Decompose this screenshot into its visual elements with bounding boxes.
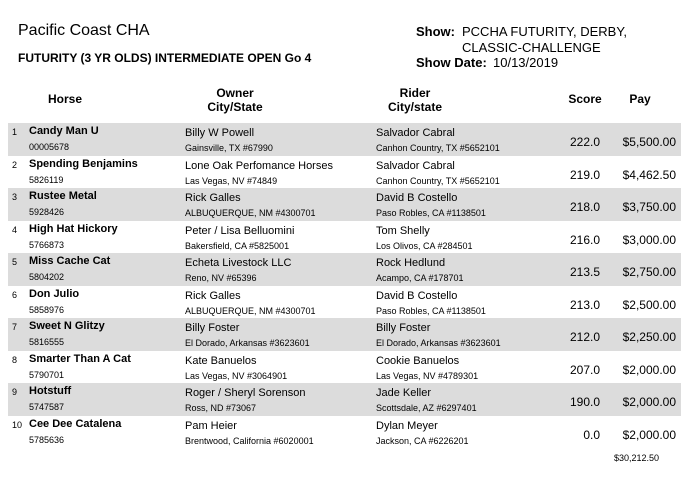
score-value: 222.0: [569, 135, 600, 149]
rank-number: 7: [12, 322, 18, 332]
rider-name: David B Costello: [376, 192, 458, 204]
rider-name: Tom Shelly: [376, 224, 430, 237]
rider-name: Salvador Cabral: [376, 159, 455, 172]
table-row: [8, 188, 681, 221]
rider-name: Cookie Banuelos: [376, 354, 460, 367]
owner-name: Echeta Livestock LLC: [185, 257, 292, 269]
owner-location: Gainsville, TX #67990: [185, 143, 273, 153]
show-date-value: 10/13/2019: [493, 55, 559, 70]
show-date-label: Show Date:: [416, 55, 487, 70]
registration-number: 00005678: [29, 142, 70, 152]
score-value: 216.0: [569, 232, 600, 247]
horse-name: Miss Cache Cat: [29, 255, 111, 267]
owner-location: Reno, NV #65396: [185, 273, 257, 283]
score-header-label: Score: [568, 92, 602, 106]
owner-name: Peter / Lisa Belluomini: [185, 224, 295, 237]
owner-location: ALBUQUERQUE, NM #4300701: [185, 305, 316, 316]
rider-location: Acampo, CA #178701: [376, 273, 464, 283]
owner-location: ALBUQUERQUE, NM #4300701: [185, 208, 316, 218]
rank-number: 8: [12, 354, 18, 365]
registration-number: 5928426: [29, 207, 65, 217]
pay-amount: $4,462.50: [622, 167, 676, 182]
owner-name: Kate Banuelos: [185, 354, 257, 367]
registration-number: 5747587: [29, 402, 65, 412]
rank-number: 9: [12, 387, 18, 397]
rider-name: Billy Foster: [376, 322, 431, 334]
rank-number: 1: [12, 127, 18, 137]
score-value: 212.0: [569, 330, 600, 344]
table-row: [8, 318, 681, 351]
owner-location: El Dorado, Arkansas #3623601: [185, 338, 310, 348]
table-row: [8, 253, 681, 286]
rank-number: 5: [12, 257, 18, 267]
owner-name: Rick Galles: [185, 192, 241, 204]
pay-header-label: Pay: [629, 92, 651, 106]
table-row: [8, 156, 681, 189]
rank-number: 6: [12, 289, 18, 300]
horse-name: Sweet N Glitzy: [29, 320, 105, 332]
pay-amount: $2,500.00: [622, 297, 676, 312]
column-header-score: [560, 92, 610, 106]
owner-name: Roger / Sheryl Sorenson: [185, 387, 306, 399]
horse-name: Smarter Than A Cat: [29, 352, 131, 365]
show-name-line1: PCCHA FUTURITY, DERBY,: [462, 24, 627, 39]
rank-number: 3: [12, 192, 18, 202]
horse-name: High Hat Hickory: [29, 222, 118, 235]
rank-number: 2: [12, 159, 18, 170]
registration-number: 5785636: [29, 434, 65, 445]
score-value: 0.0: [583, 427, 600, 442]
owner-name: Billy W Powell: [185, 127, 255, 139]
owner-location: Brentwood, California #6020001: [185, 435, 314, 446]
score-value: 213.0: [569, 297, 600, 312]
horse-name: Cee Dee Catalena: [29, 417, 122, 430]
rider-location: Paso Robles, CA #1138501: [376, 208, 486, 218]
rider-name: Jade Keller: [376, 387, 432, 399]
rider-header-line1: Rider: [399, 86, 431, 100]
score-value: 190.0: [569, 395, 600, 409]
rider-name: Rock Hedlund: [376, 257, 446, 269]
owner-header-line1: Owner: [216, 86, 254, 100]
table-row: [8, 286, 681, 319]
registration-number: 5766873: [29, 239, 65, 250]
owner-header-line2: City/State: [207, 100, 263, 114]
column-header-pay: [615, 92, 665, 106]
horse-name: Hotstuff: [29, 385, 72, 397]
rider-name: David B Costello: [376, 289, 458, 302]
pay-amount: $2,250.00: [622, 330, 676, 344]
pay-amount: $2,000.00: [622, 395, 676, 409]
owner-location: Bakersfield, CA #5825001: [185, 240, 290, 251]
owner-location: Ross, ND #73067: [185, 403, 257, 413]
column-header-horse: [40, 92, 90, 106]
table-row: [8, 351, 681, 384]
pay-amount: $2,000.00: [622, 362, 676, 377]
table-row: [8, 383, 681, 416]
pay-amount: $2,750.00: [622, 265, 676, 279]
rank-number: 10: [12, 419, 23, 430]
pay-amount: $3,000.00: [622, 232, 676, 247]
owner-name: Billy Foster: [185, 322, 240, 334]
table-row: [8, 221, 681, 254]
rider-location: Canhon Country, TX #5652101: [376, 175, 500, 186]
results-table: [8, 123, 681, 448]
score-value: 207.0: [569, 362, 600, 377]
owner-location: Las Vegas, NV #3064901: [185, 370, 288, 381]
horse-name: Spending Benjamins: [29, 157, 138, 170]
rider-location: El Dorado, Arkansas #3623601: [376, 338, 501, 348]
total-payout: $30,212.50: [613, 453, 659, 463]
owner-location: Las Vegas, NV #74849: [185, 175, 278, 186]
rank-number: 4: [12, 224, 18, 235]
table-row: [8, 416, 681, 449]
registration-number: 5816555: [29, 337, 65, 347]
registration-number: 5858976: [29, 304, 65, 315]
horse-name: Candy Man U: [29, 125, 99, 137]
rider-location: Paso Robles, CA #1138501: [376, 305, 486, 316]
score-value: 213.5: [569, 265, 600, 279]
horse-name: Don Julio: [29, 287, 80, 300]
owner-name: Rick Galles: [185, 289, 241, 302]
column-header-rider: [360, 86, 470, 114]
show-name-line2: CLASSIC-CHALLENGE: [462, 40, 601, 55]
registration-number: 5826119: [29, 174, 64, 185]
score-value: 218.0: [569, 200, 600, 214]
rider-name: Salvador Cabral: [376, 127, 455, 139]
horse-name: Rustee Metal: [29, 190, 97, 202]
registration-number: 5804202: [29, 272, 65, 282]
organization-title: Pacific Coast CHA: [18, 22, 150, 39]
rider-location: Jackson, CA #6226201: [376, 435, 469, 446]
pay-amount: $3,750.00: [622, 200, 676, 214]
score-value: 219.0: [569, 167, 600, 182]
rider-name: Dylan Meyer: [376, 419, 438, 432]
table-row: [8, 123, 681, 156]
registration-number: 5790701: [29, 369, 65, 380]
horse-header-label: Horse: [47, 92, 82, 106]
owner-name: Pam Heier: [185, 419, 237, 432]
owner-name: Lone Oak Perfomance Horses: [185, 159, 333, 172]
event-title: FUTURITY (3 YR OLDS) INTERMEDIATE OPEN Go 4: [18, 51, 312, 65]
rider-header-line2: City/state: [387, 100, 443, 114]
pay-amount: $5,500.00: [622, 135, 676, 149]
rider-location: Canhon Country, TX #5652101: [376, 143, 500, 153]
pay-amount: $2,000.00: [622, 427, 676, 442]
rider-location: Scottsdale, AZ #6297401: [376, 403, 477, 413]
rider-location: Las Vegas, NV #4789301: [376, 370, 479, 381]
rider-location: Los Olivos, CA #284501: [376, 240, 473, 251]
column-header-owner: [170, 86, 300, 114]
show-label: Show:: [416, 24, 455, 39]
